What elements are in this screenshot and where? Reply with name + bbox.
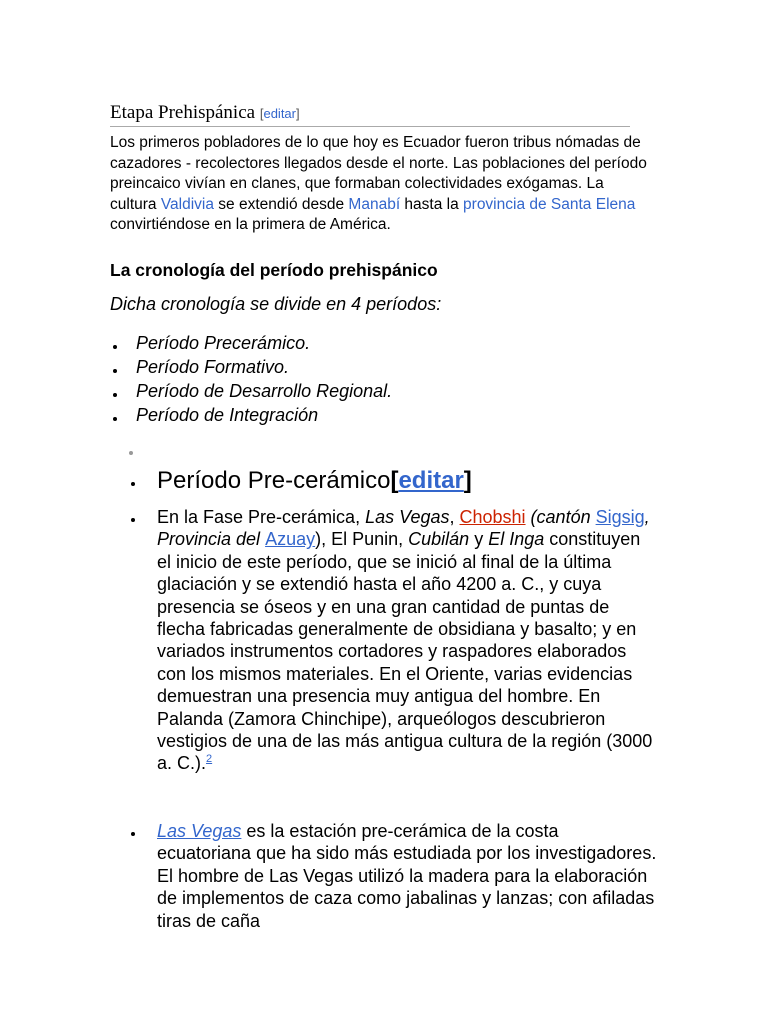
reference-link[interactable]: 2: [206, 753, 213, 766]
period-item: Período Formativo.: [110, 355, 392, 379]
bullet: [131, 832, 135, 836]
subsection-title: Período Pre-cerámico[editar]: [157, 467, 472, 494]
bullet: [131, 482, 135, 486]
empty-bullet: [129, 451, 133, 455]
link-las-vegas[interactable]: Las Vegas: [157, 821, 242, 841]
paragraph-fase-precermica: En la Fase Pre-cerámica, Las Vegas, Chobshi (cantón Sigsig, Provincia del Azuay), El Punin, Cubilán y El Inga constituyen el inicio de este período, que se inició al final de la última glaciación y se extendió hasta el año 4200 a. C., y cuya presencia se óseos y en una gran cantidad de puntas de flecha fabricadas generalmente de obsidiana y basalto; y en variados instrumentos cortadores y raspadores elaborados con los mismos materiales. En el Oriente, varias evidencias demuestran una presencia muy antigua del hombre. En Palanda (Zamora Chinchipe), arqueólogos descubrieron vestigios de una de las más antigua cultura de la región (3000 a. C.).$^2$: [157, 507, 653, 774]
cronologia-intro: Dicha cronología se divide en 4 períodos:: [110, 294, 442, 314]
heading-divider: [110, 126, 630, 127]
link-valdivia[interactable]: Valdivia: [160, 195, 214, 213]
link-chobshi[interactable]: Chobshi: [459, 507, 526, 527]
section-heading: [110, 100, 630, 127]
period-item: Período Precerámico.: [110, 331, 392, 355]
edit-subsection-link[interactable]: editar: [398, 467, 464, 494]
subheading-cronologia: La cronología del período prehispánico: [110, 260, 438, 280]
bullet: [131, 518, 135, 522]
reference-mark: [206, 753, 212, 765]
period-item: Período de Integración: [110, 403, 392, 427]
edit-section-link-wrapper: [editar]: [259, 106, 300, 121]
link-sigsig[interactable]: Sigsig: [595, 507, 645, 527]
link-azuay[interactable]: Azuay: [265, 529, 316, 550]
link-santa-elena[interactable]: provincia de Santa Elena: [463, 195, 636, 213]
edit-section-link[interactable]: editar: [263, 106, 296, 121]
periods-list: [110, 331, 392, 427]
link-manabi[interactable]: Manabí: [348, 195, 401, 213]
intro-paragraph: Los primeros pobladores de lo que hoy es Ecuador fueron tribus nómadas de cazadores - recolectores llegados desde el norte. Las poblaciones del período preincaico vivían en clanes, que formaban colectividades exógamas. La cultura Valdivia se extendió desde Manabí hasta la provincia de Santa Elena convirtiéndose en la primera de América.: [110, 134, 647, 233]
paragraph-las-vegas: Las Vegas es la estación pre-cerámica de la costa ecuatoriana que ha sido más estudiada por los investigadores. El hombre de Las Vegas utilizó la madera para la elaboración de implementos de caza como jabalinas y lanzas; con afiladas tiras de caña: [157, 821, 657, 931]
section-heading-title: Etapa Prehispánica: [110, 102, 256, 123]
period-item: Período de Desarrollo Regional.: [110, 379, 392, 403]
